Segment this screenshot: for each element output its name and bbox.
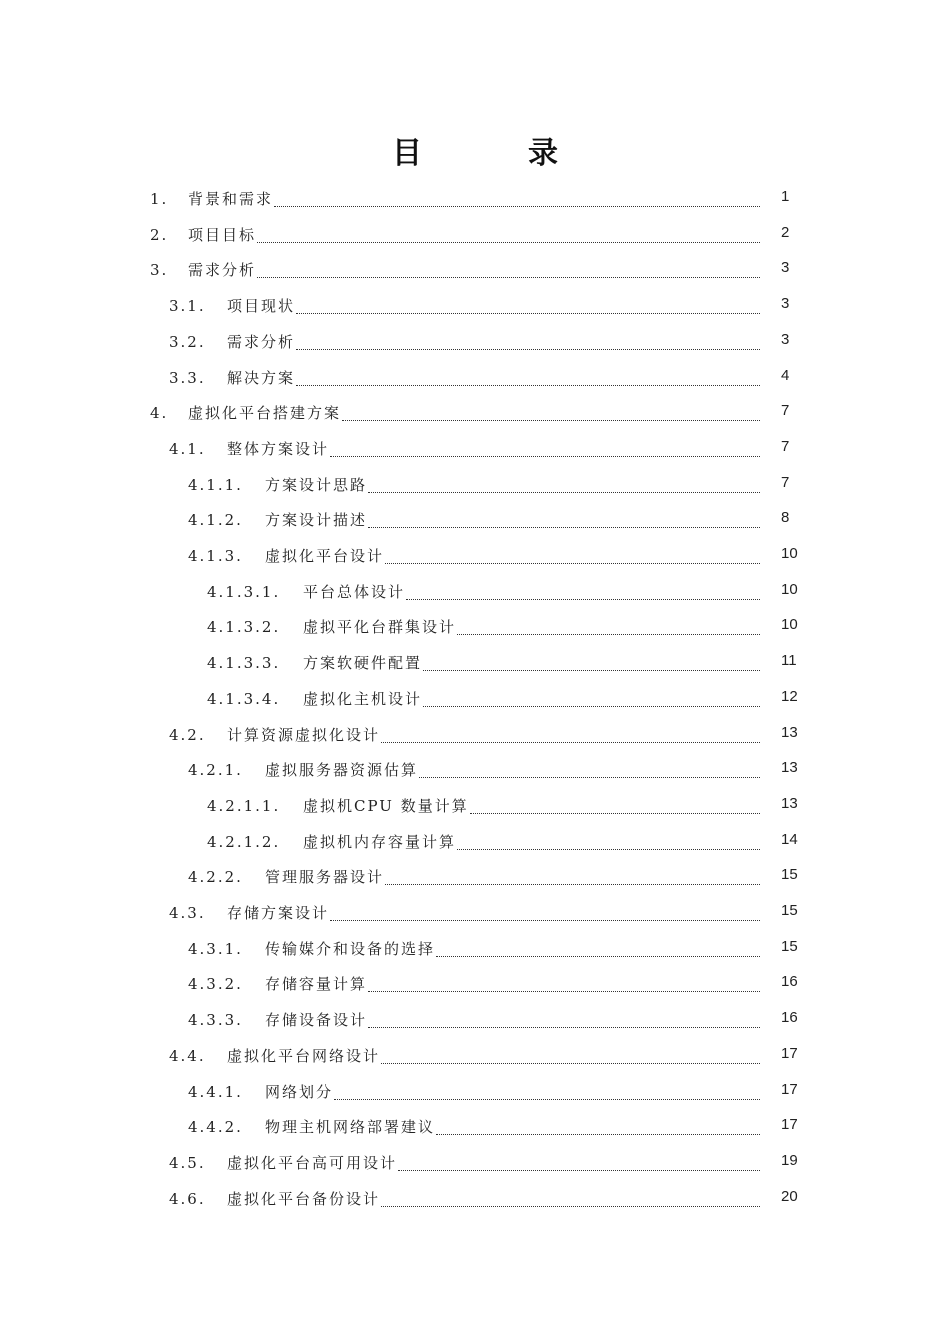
toc-leader-dots (368, 990, 760, 992)
toc-entry-page-number: 13 (781, 759, 798, 777)
toc-leader-dots (296, 312, 760, 314)
toc-entry-page-number: 1 (781, 188, 790, 205)
toc-entry-number: 4.2. (169, 725, 206, 744)
toc-leader-dots (296, 384, 760, 386)
toc-leader-dots (436, 1133, 760, 1135)
toc-entry[interactable] (188, 509, 762, 533)
toc-entry[interactable] (188, 1081, 762, 1105)
toc-entry-title: 计算资源虚拟化设计 (227, 725, 381, 744)
toc-entry-page-number: 15 (781, 866, 798, 884)
toc-entry-page-number: 17 (781, 1116, 798, 1134)
toc-entry[interactable] (150, 188, 762, 212)
toc-entry-number: 4.1.3. (188, 547, 243, 565)
toc-entry-page-number: 7 (781, 437, 790, 455)
toc-entry-number: 1. (150, 190, 169, 208)
toc-entry-title: 解决方案 (227, 368, 296, 387)
toc-leader-dots (274, 205, 760, 207)
toc-entry[interactable] (207, 795, 762, 819)
toc-leader-dots (398, 1169, 760, 1171)
toc-entry[interactable] (188, 759, 762, 783)
toc-entry[interactable] (169, 331, 762, 355)
toc-leader-dots (368, 491, 760, 493)
toc-leader-dots (457, 633, 760, 635)
toc-entry-title: 整体方案设计 (227, 439, 330, 458)
toc-entry-page-number: 15 (781, 937, 798, 955)
toc-entry-title: 虚拟化主机设计 (303, 689, 423, 708)
toc-leader-dots (368, 526, 760, 528)
toc-entry-number: 4. (150, 404, 169, 423)
toc-entry-title: 虚拟化平台备份设计 (227, 1189, 381, 1208)
toc-entry-number: 4.1.3.2. (207, 618, 281, 637)
toc-entry-number: 4.3.2. (188, 975, 243, 994)
toc-entry-number: 4.3.3. (188, 1011, 243, 1030)
toc-entry-number: 4.1.3.4. (207, 689, 281, 708)
toc-entry-title: 项目目标 (188, 225, 257, 244)
toc-entry-number: 4.2.2. (188, 868, 243, 887)
toc-entry[interactable] (207, 652, 762, 676)
toc-entry-title: 平台总体设计 (303, 582, 406, 601)
toc-leader-dots (330, 919, 760, 921)
toc-leader-dots (381, 1205, 760, 1207)
toc-entry-page-number: 13 (781, 794, 798, 812)
toc-leader-dots (406, 598, 760, 600)
toc-entry-title: 虚拟服务器资源估算 (265, 761, 419, 780)
toc-entry-number: 4.4. (169, 1046, 206, 1065)
toc-entry-number: 4.4.1. (188, 1082, 243, 1101)
toc-entry[interactable] (169, 367, 762, 391)
toc-entry-number: 2. (150, 225, 169, 244)
toc-leader-dots (296, 348, 760, 350)
toc-leader-dots (381, 1062, 760, 1064)
toc-leader-dots (381, 741, 760, 743)
toc-entry[interactable] (150, 224, 762, 248)
toc-leader-dots (330, 455, 760, 457)
toc-leader-dots (436, 955, 760, 957)
toc-entry-title: 方案设计描述 (265, 511, 368, 530)
toc-entry-title: 背景和需求 (188, 190, 274, 208)
toc-entry-title: 物理主机网络部署建议 (265, 1118, 436, 1137)
toc-entry[interactable] (188, 1116, 762, 1140)
toc-leader-dots (334, 1098, 760, 1100)
toc-entry-number: 3. (150, 261, 169, 280)
toc-leader-dots (457, 848, 760, 850)
toc-entry-number: 4.4.2. (188, 1118, 243, 1137)
toc-entry-page-number: 2 (781, 223, 790, 241)
toc-entry-title: 管理服务器设计 (265, 868, 385, 887)
toc-entry-title: 虚拟化平台网络设计 (227, 1046, 381, 1065)
toc-entry[interactable] (150, 259, 762, 283)
toc-entry-title: 传输媒介和设备的选择 (265, 939, 436, 958)
toc-entry[interactable] (188, 474, 762, 498)
toc-entry-page-number: 17 (781, 1044, 798, 1062)
toc-entry[interactable] (188, 973, 762, 997)
toc-leader-dots (257, 276, 760, 278)
toc-entry-title: 需求分析 (188, 261, 257, 280)
toc-entry[interactable] (207, 616, 762, 640)
toc-entry[interactable] (169, 724, 762, 748)
toc-entry-page-number: 17 (781, 1080, 798, 1098)
toc-entry-number: 4.1.2. (188, 511, 243, 530)
toc-entry-page-number: 16 (781, 1009, 798, 1027)
toc-entry-page-number: 20 (781, 1187, 798, 1205)
toc-entry-page-number: 8 (781, 509, 790, 527)
toc-entry-title: 虚拟化平台高可用设计 (227, 1153, 398, 1172)
toc-entry[interactable] (169, 902, 762, 926)
toc-entry-number: 4.3.1. (188, 939, 243, 958)
toc-leader-dots (385, 562, 760, 564)
toc-entry[interactable] (150, 402, 762, 426)
toc-entry[interactable] (188, 1009, 762, 1033)
toc-entry[interactable] (169, 1045, 762, 1069)
toc-entry[interactable] (207, 688, 762, 712)
toc-entry-number: 4.2.1.1. (207, 796, 281, 815)
toc-entry-title: 存储方案设计 (227, 904, 330, 922)
toc-entry[interactable] (169, 1152, 762, 1176)
toc-entry-number: 4.3. (169, 904, 206, 922)
toc-entry-number: 4.1. (169, 439, 206, 458)
toc-entry-page-number: 14 (781, 830, 798, 848)
toc-entry-title: 存储设备设计 (265, 1011, 368, 1030)
toc-entry[interactable] (207, 581, 762, 605)
toc-entry-page-number: 13 (781, 723, 798, 741)
toc-entry[interactable] (207, 831, 762, 855)
toc-entry-title: 虚拟平化台群集设计 (303, 618, 457, 637)
toc-leader-dots (342, 419, 760, 421)
toc-entry-title: 虚拟化平台设计 (265, 547, 385, 565)
toc-leader-dots (385, 883, 760, 885)
toc-entry-title: 项目现状 (227, 297, 296, 316)
toc-entry-title: 网络划分 (265, 1082, 334, 1101)
toc-entry-page-number: 10 (781, 616, 798, 634)
toc-entry[interactable] (188, 866, 762, 890)
toc-entry-title: 存储容量计算 (265, 975, 368, 994)
toc-entry-page-number: 3 (781, 295, 790, 313)
page-title: 目 录 (392, 136, 596, 171)
toc-entry-page-number: 4 (781, 366, 790, 384)
toc-entry-page-number: 12 (781, 687, 798, 705)
toc-entry-number: 4.6. (169, 1189, 206, 1208)
toc-entry-page-number: 16 (781, 973, 798, 991)
toc-entry-number: 3.1. (169, 297, 206, 316)
toc-entry-number: 4.2.1.2. (207, 832, 281, 851)
toc-entry-title: 方案软硬件配置 (303, 654, 423, 673)
toc-leader-dots (423, 669, 760, 671)
toc-leader-dots (470, 812, 760, 814)
toc-entry-page-number: 7 (781, 402, 790, 420)
toc-leader-dots (423, 705, 760, 707)
toc-entry-title: 需求分析 (227, 332, 296, 351)
toc-entry-number: 3.3. (169, 368, 206, 387)
toc-entry[interactable] (188, 545, 762, 569)
toc-leader-dots (419, 776, 760, 778)
toc-entry-number: 4.5. (169, 1153, 206, 1172)
toc-entry-title: 方案设计思路 (265, 475, 368, 494)
toc-entry-page-number: 10 (781, 545, 798, 562)
toc-entry-title: 虚拟化平台搭建方案 (188, 404, 342, 423)
toc-entry-page-number: 19 (781, 1151, 798, 1169)
toc-entry-number: 4.1.3.3. (207, 654, 281, 673)
toc-entry[interactable] (169, 438, 762, 462)
toc-entry[interactable] (169, 295, 762, 319)
toc-entry-page-number: 3 (781, 330, 790, 348)
toc-entry-page-number: 3 (781, 259, 790, 277)
toc-entry-number: 4.1.3.1. (207, 582, 281, 601)
toc-entry-page-number: 11 (781, 652, 797, 670)
toc-entry-page-number: 10 (781, 580, 798, 598)
toc-entry-number: 3.2. (169, 332, 206, 351)
toc-entry[interactable] (169, 1188, 762, 1212)
toc-entry-number: 4.2.1. (188, 761, 243, 780)
toc-entry-title: 虚拟机CPU 数量计算 (303, 796, 469, 815)
toc-leader-dots (257, 241, 760, 243)
toc-entry[interactable] (188, 938, 762, 962)
toc-leader-dots (368, 1026, 760, 1028)
toc-entry-number: 4.1.1. (188, 475, 243, 494)
toc-entry-title: 虚拟机内存容量计算 (303, 832, 457, 851)
toc-entry-page-number: 15 (781, 902, 798, 919)
toc-entry-page-number: 7 (781, 473, 790, 491)
